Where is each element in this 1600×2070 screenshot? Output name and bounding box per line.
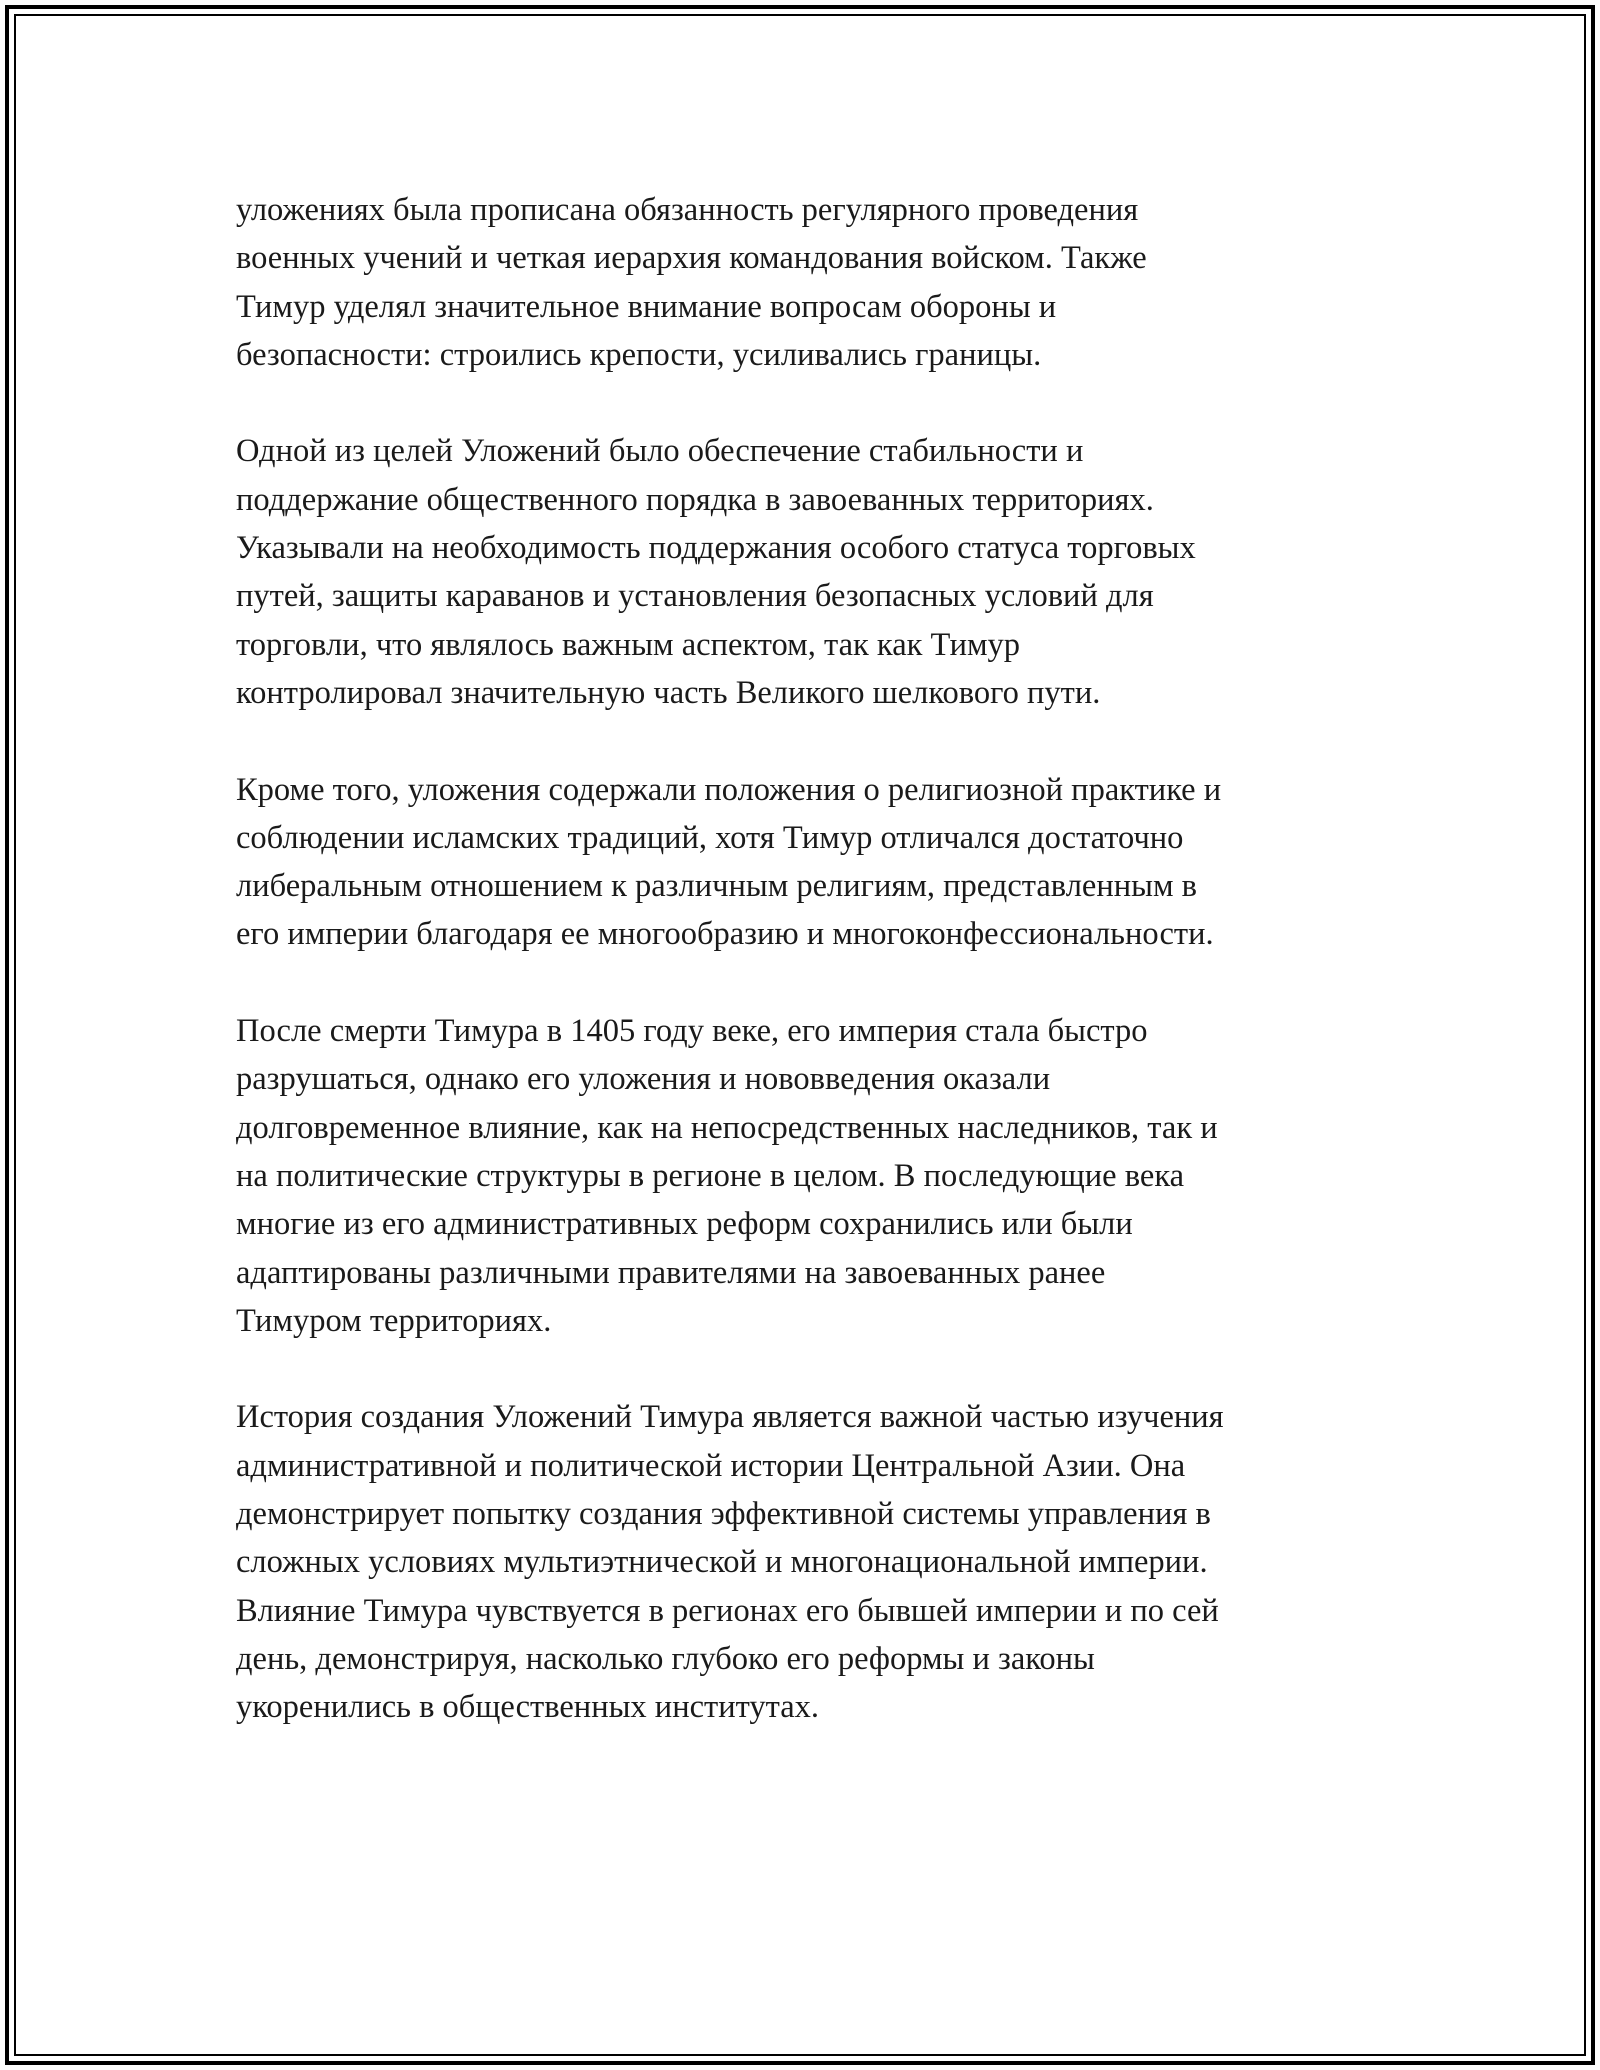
text-line: Одной из целей Уложений было обеспечение стабильности и xyxy=(236,433,1084,470)
paragraph xyxy=(236,1007,1386,1345)
text-line: путей, защиты караванов и установления безопасных условий для xyxy=(236,578,1154,615)
paragraph xyxy=(236,427,1386,717)
text-line: Тимур уделял значительное внимание вопросам обороны и xyxy=(236,288,1057,325)
text-line: адаптированы различными правителями на завоеванных ранее xyxy=(236,1254,1106,1291)
text-line: Кроме того, уложения содержали положения о религиозной практике и xyxy=(236,771,1222,808)
text-line: его империи благодаря ее многообразию и многоконфессиональности. xyxy=(236,916,1214,953)
text-line: разрушаться, однако его уложения и нововведения оказали xyxy=(236,1061,1051,1098)
text-line: История создания Уложений Тимура является важной частью изучения xyxy=(236,1399,1224,1436)
text-line: Тимуром территориях. xyxy=(236,1302,552,1339)
text-line: демонстрирует попытку создания эффективной системы управления в xyxy=(236,1496,1211,1533)
text-line: сложных условиях мультиэтнической и многонациональной империи. xyxy=(236,1544,1208,1581)
text-line: административной и политической истории Центральной Азии. Она xyxy=(236,1447,1186,1484)
text-line: либеральным отношением к различным религиям, представленным в xyxy=(236,868,1198,905)
text-line: на политические структуры в регионе в целом. В последующие века xyxy=(236,1157,1185,1194)
text-line: многие из его административных реформ сохранились или были xyxy=(236,1206,1133,1243)
document-body xyxy=(236,186,1386,1780)
paragraph xyxy=(236,766,1386,959)
text-line: безопасности: строились крепости, усиливались границы. xyxy=(236,336,1042,373)
text-line: укоренились в общественных институтах. xyxy=(236,1689,820,1726)
text-line: уложениях была прописана обязанность регулярного проведения xyxy=(236,192,1139,228)
text-line: долговременное влияние, как на непосредственных наследников, так и xyxy=(236,1109,1218,1146)
text-line: После смерти Тимура в 1405 году веке, его империя стала быстро xyxy=(236,1013,1148,1050)
text-line: поддержание общественного порядка в завоеванных территориях. xyxy=(236,481,1154,518)
text-line: Влияние Тимура чувствуется в регионах его бывшей империи и по сей xyxy=(236,1592,1219,1629)
text-line: военных учений и четкая иерархия командования войском. Также xyxy=(236,240,1147,277)
paragraph xyxy=(236,1393,1386,1731)
text-line: соблюдении исламских традиций, хотя Тимур отличался достаточно xyxy=(236,819,1184,856)
text-line: день, демонстрируя, насколько глубоко его реформы и законы xyxy=(236,1640,1095,1677)
text-line: торговли, что являлось важным аспектом, так как Тимур xyxy=(236,626,1021,663)
text-line: контролировал значительную часть Великого шелкового пути. xyxy=(236,674,1101,711)
paragraph xyxy=(236,186,1386,379)
text-line: Указывали на необходимость поддержания особого статуса торговых xyxy=(236,530,1196,567)
